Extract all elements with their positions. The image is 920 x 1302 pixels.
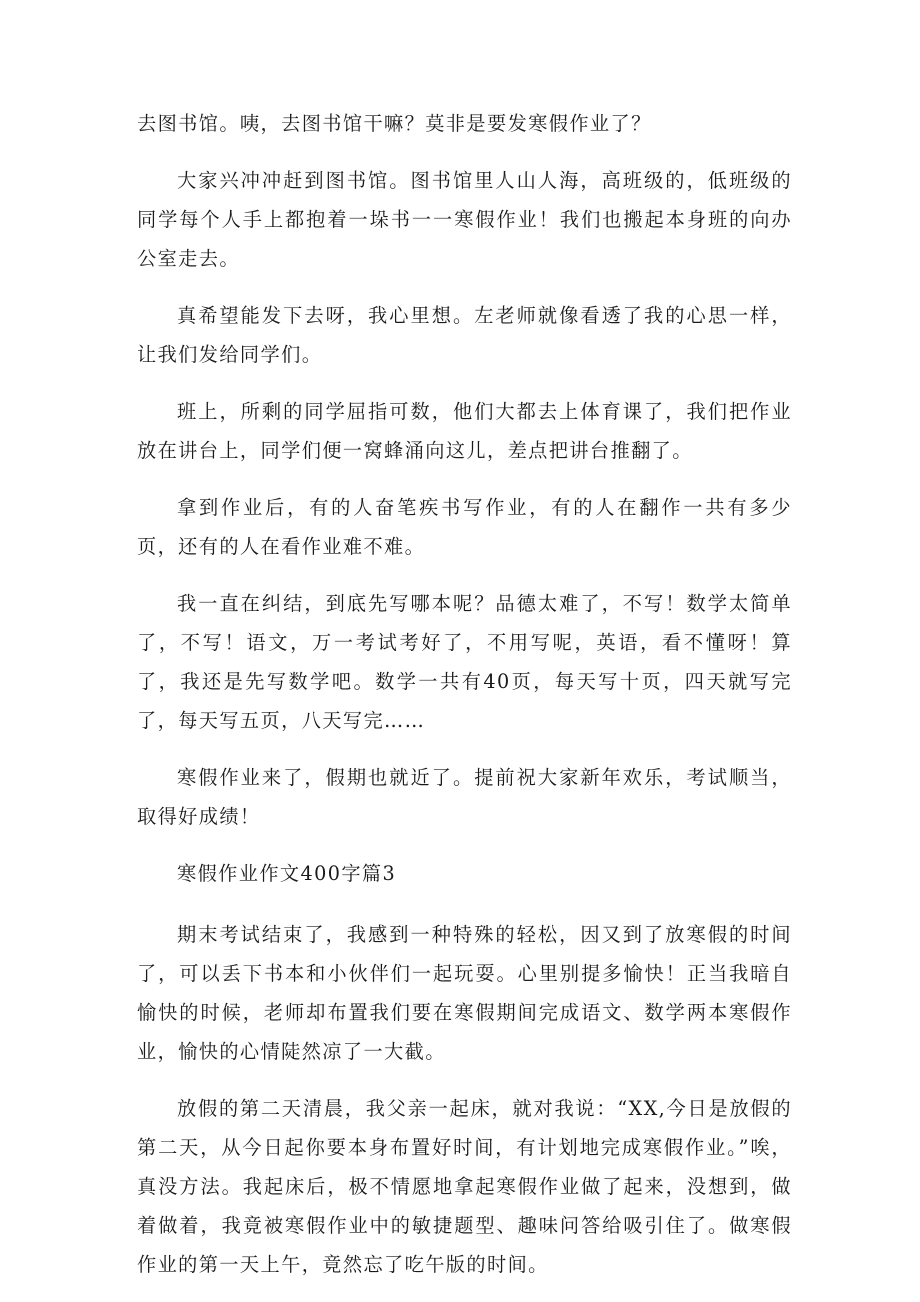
- paragraph-1: 去图书馆。咦，去图书馆干嘛？莫非是要发寒假作业了？: [137, 112, 652, 135]
- paragraph-3: 真希望能发下去呀，我心里想。左老师就像看透了我的心思一样，让我们发给同学们。: [137, 304, 792, 366]
- paragraph-4: 班上，所剩的同学屈指可数，他们大都去上体育课了，我们把作业放在讲台上，同学们便一窝蜂涌向这儿，差点把讲台推翻了。: [137, 400, 792, 462]
- paragraph-5: 拿到作业后，有的人奋笔疾书写作业，有的人在翻作一共有多少页，还有的人在看作业难不难。: [137, 496, 792, 558]
- paragraph-8: 期末考试结束了，我感到一种特殊的轻松，因又到了放寒假的时间了，可以丢下书本和小伙伴们一起玩耍。心里别提多愉快！正当我暗自愉快的时候，老师却布置我们要在寒假期间完成语文、数学两本寒假作业，愉快的心情陡然凉了一大截。: [137, 923, 792, 1063]
- paragraph-6: 我一直在纠结，到底先写哪本呢？品德太难了，不写！数学太简单了，不写！语文，万一考试考好了，不用写呢，英语，看不懂呀！算了，我还是先写数学吧。数学一共有40页，每天写十页，四天就写完了，每天写五页，八天写完……: [137, 592, 792, 732]
- section-heading: 寒假作业作文400字篇3: [177, 862, 397, 885]
- document-body: [137, 104, 792, 1302]
- paragraph-2: 大家兴冲冲赶到图书馆。图书馆里人山人海，高班级的，低班级的同学每个人手上都抱着一垛书一一寒假作业！我们也搬起本身班的向办公室走去。: [137, 169, 792, 270]
- paragraph-9: 放假的第二天清晨，我父亲一起床，就对我说：“XX,今日是放假的第二天，从今日起你要本身布置好时间，有计划地完成寒假作业。”唉，真没方法。我起床后，极不情愿地拿起寒假作业做了起来，没想到，做着做着，我竟被寒假作业中的敏捷题型、趣味问答给吸引住了。做寒假作业的第一天上午，竟然忘了吃午版的时间。: [137, 1097, 792, 1276]
- paragraph-7: 寒假作业来了，假期也就近了。提前祝大家新年欢乐，考试顺当，取得好成绩！: [137, 766, 792, 828]
